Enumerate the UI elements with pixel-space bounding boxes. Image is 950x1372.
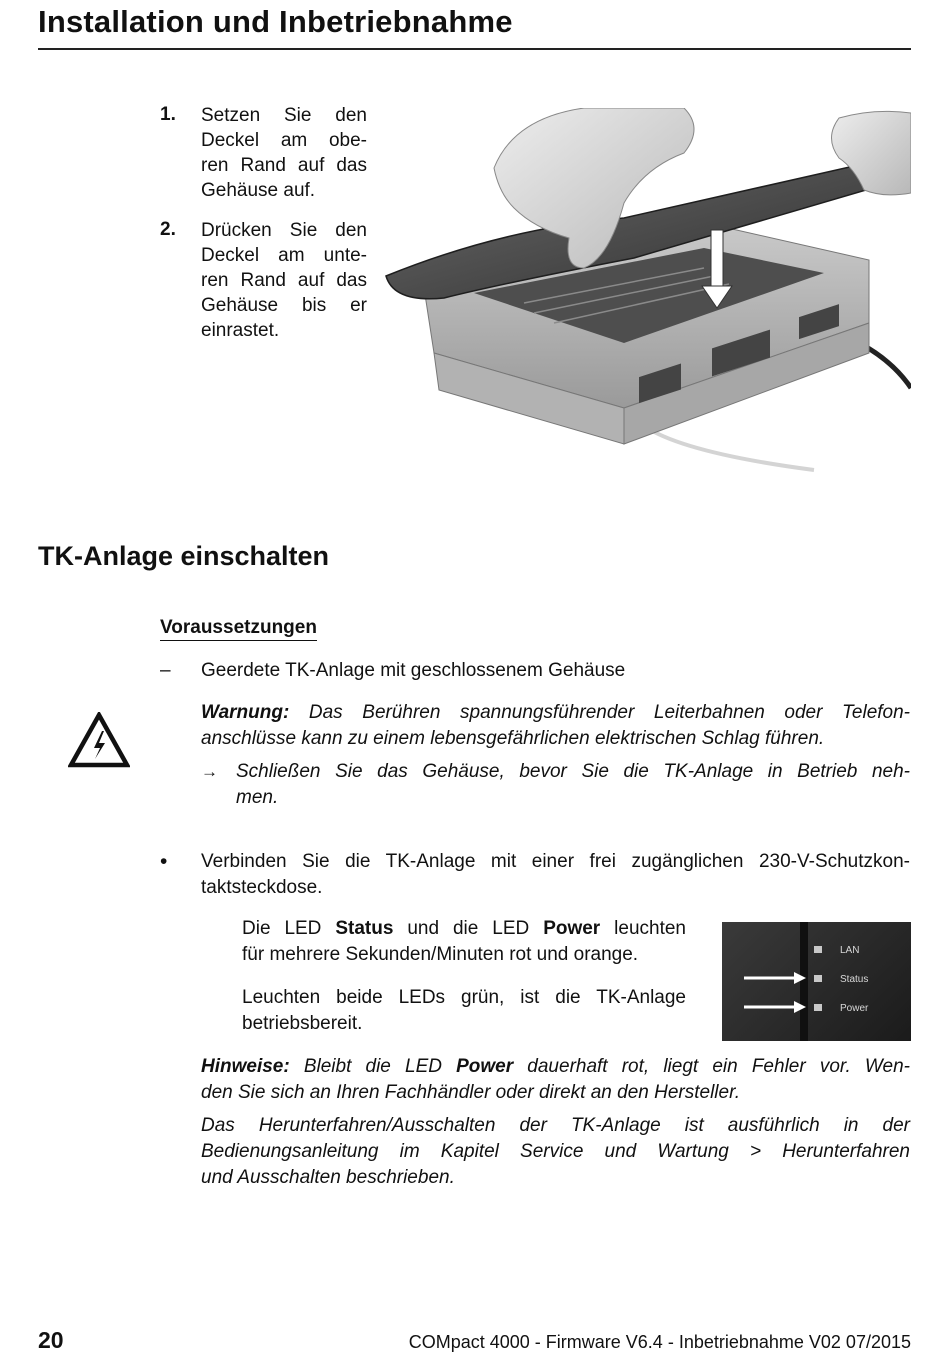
step-2-line: ren Rand auf das (201, 270, 367, 291)
dash-marker: – (160, 660, 171, 681)
step-2-line: Gehäuse bis er (201, 295, 367, 316)
note2-text: Das Herunterfahren/Ausschalten der TK-Anlage ist ausführlich in der (201, 1115, 910, 1136)
step-1-line: Setzen Sie den (201, 105, 367, 126)
step-1-line: Deckel am obe- (201, 130, 367, 151)
step-1-line: Gehäuse auf. (201, 180, 316, 201)
led-text: für mehrere Sekunden/Minuten rot und orange. (242, 944, 639, 965)
led-power-term: Power (543, 918, 601, 939)
pointer-arrows-icon (742, 970, 808, 1014)
led-paragraph-1 (242, 916, 686, 968)
note-block (201, 1054, 910, 1106)
step-2-number: 2. (160, 219, 176, 240)
led-text: betriebsbereit. (242, 1013, 363, 1034)
device-lid-photo (384, 108, 911, 478)
warning-text: Das Berühren spannungsführender Leiterbahnen oder Telefon- (289, 702, 910, 723)
bullet-marker: • (160, 850, 168, 873)
led-text: leuchten (600, 918, 686, 939)
step-2-line: einrastet. (201, 320, 280, 341)
header-rule (38, 48, 911, 50)
step-2-line: Drücken Sie den (201, 220, 367, 241)
note2-text: und Ausschalten beschrieben. (201, 1167, 455, 1188)
note-text: Bleibt die LED (289, 1056, 457, 1077)
note2-text: Bedienungsanleitung im Kapitel Service und Wartung > Herunterfahren (201, 1141, 910, 1162)
power-label: Power (840, 1003, 869, 1014)
prerequisites-heading: Voraussetzungen (160, 617, 317, 641)
page-number: 20 (38, 1327, 64, 1353)
step-2-line: Deckel am unte- (201, 245, 367, 266)
power-led (814, 1004, 822, 1011)
step-1-text (201, 103, 367, 203)
lan-led (814, 946, 822, 953)
footer-text: COMpact 4000 - Firmware V6.4 - Inbetriebnahme V02 07/2015 (408, 1332, 911, 1352)
note-label: Hinweise: (201, 1056, 290, 1077)
lan-label: LAN (840, 945, 860, 956)
led-paragraph-2 (242, 985, 686, 1037)
warning-block (201, 700, 910, 752)
note2-block (201, 1113, 910, 1191)
led-text: Die LED (242, 918, 336, 939)
led-text: Leuchten beide LEDs grün, ist die TK-Anlage (242, 987, 686, 1008)
connect-text: Verbinden Sie die TK-Anlage mit einer frei zugänglichen 230-V-Schutzkon- (201, 851, 910, 872)
action-block (236, 759, 910, 811)
prerequisite-text: Geerdete TK-Anlage mit geschlossenem Gehäuse (201, 660, 626, 681)
note-power-term: Power (456, 1056, 514, 1077)
status-led (814, 975, 822, 982)
led-text: und die LED (393, 918, 544, 939)
warning-label: Warnung: (201, 702, 290, 723)
note-text: dauerhaft rot, liegt ein Fehler vor. Wen- (513, 1056, 910, 1077)
led-status-term: Status (335, 918, 394, 939)
warning-text: anschlüsse kann zu einem lebensgefährlichen elektrischen Schlag führen. (201, 728, 825, 749)
action-text: men. (236, 787, 279, 808)
note-text: den Sie sich an Ihren Fachhändler oder direkt an den Hersteller. (201, 1082, 740, 1103)
step-1-line: ren Rand auf das (201, 155, 367, 176)
connect-text: taktsteckdose. (201, 877, 323, 898)
electric-warning-icon (68, 712, 130, 768)
status-label: Status (840, 974, 869, 985)
connect-block (201, 849, 910, 901)
step-2-text (201, 218, 367, 343)
section-heading: TK-Anlage einschalten (38, 541, 330, 571)
page-title: Installation und Inbetriebnahme (38, 4, 513, 39)
action-text: Schließen Sie das Gehäuse, bevor Sie die TK-Anlage in Betrieb neh- (236, 761, 910, 782)
step-1-number: 1. (160, 104, 176, 125)
arrow-marker: → (201, 762, 218, 781)
led-panel-photo (722, 922, 911, 1041)
